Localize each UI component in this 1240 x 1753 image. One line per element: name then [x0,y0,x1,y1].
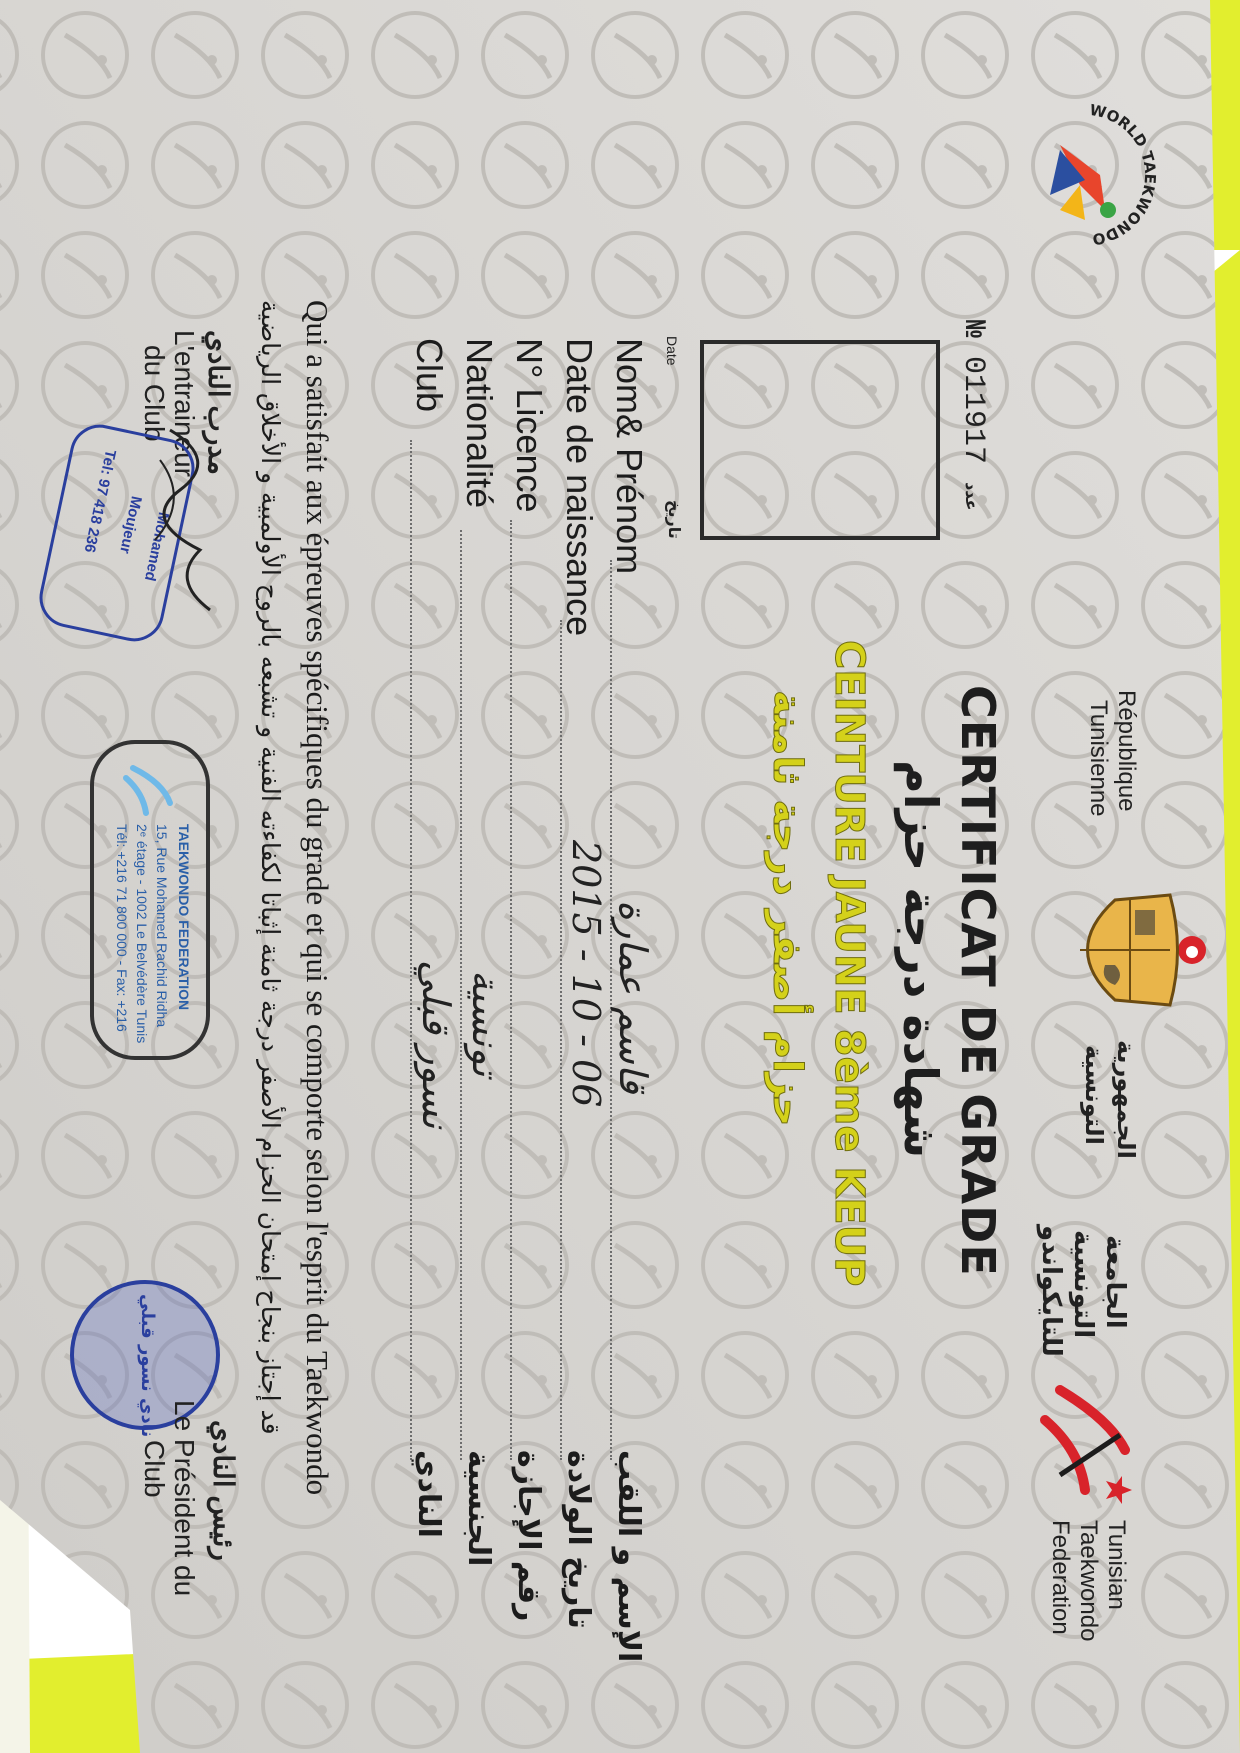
field-dots [460,530,462,1460]
federation-box-line3: 2ᵉ étage - 1002 Le Belvédère Tunis [134,824,150,1044]
federation-en-line2: Taekwondo [1075,1520,1102,1642]
federation-box-line1: TAEKWONDO FEDERATION [176,824,192,1011]
coach-label-fr-line1: L'entraineur [169,330,200,477]
coach-signature-icon [140,420,230,620]
republic-fr-line2: Tunisienne [1085,700,1112,817]
belt-title-fr: CEINTURE JAUNE 8ème KEUP [826,640,872,1287]
federation-box-line2: 15, Rue Mohamed Rachid Ridha [154,824,170,1028]
field-value: نسور قبلي [414,960,458,1129]
field-label-fr: Club [409,338,450,413]
photo-box [700,340,940,540]
world-taekwondo-logo [1010,90,1180,260]
president-label-fr-line1: Le Président du [169,1400,200,1597]
field-dots [510,520,512,1460]
statement-fr: Qui a satisfait aux épreuves spécifiques du grade et qui se comporte selon l'esprit du Taekwondo [300,300,335,1496]
title-ar: شهادة درجة حزام [894,760,948,1159]
field-value: 2015 - 10 - 06 [564,840,608,1108]
serial-label-ar: عدد [962,482,981,511]
field-label-fr: Nom& Prénom [609,338,650,575]
serial-prefix: № [956,320,990,339]
svg-text:WORLD TAEKWONDO: WORLD TAEKWONDO [1088,100,1160,249]
field-label-fr: Nationalité [459,338,500,509]
federation-ar-line2: التونسية [1068,1230,1098,1339]
republic-ar-line1: الجمهورية [1112,1040,1140,1159]
world-taekwondo-icon [1010,90,1180,260]
field-value: تونسية [464,970,508,1077]
statement-ar: قد إجتاز بنجاح إمتحان الحزام الأصفر درجة ثامنة إثباتا لكفاءته الفنية و تشبعه بالروح الأولمبية و الأخلاق الرياضية [256,300,285,1435]
republic-ar-line2: التونسية [1080,1045,1108,1145]
photo-date-label: Date [664,336,680,366]
field-dots [410,440,412,1460]
photo-date-label-ar: تاريخ [665,500,684,539]
coach-label-ar: مدرب النادي [203,330,234,476]
tunisian-taekwondo-federation-icon [1030,1380,1140,1510]
title-fr: CERTIFICAT DE GRADE [951,685,1005,1277]
field-label-ar: تاريخ الولادة [561,1450,596,1629]
president-label-ar: رئيس النادي [208,1420,239,1561]
republic-fr-line1: République [1113,690,1140,812]
field-label-ar: الإسم و اللقب [611,1450,646,1663]
field-label-ar: النادي [411,1450,446,1538]
federation-ar-line1: الجامعة [1100,1235,1130,1329]
president-label-fr-line2: Club [139,1440,170,1498]
federation-en-line1: Tunisian [1103,1520,1130,1610]
coach-stamp-line2: Moujeur [116,494,145,556]
tunisia-coat-of-arms-icon [1060,880,1210,1020]
coach-label-fr-line2: du Club [139,345,170,442]
belt-title-ar: حزام أصفر درجة ثامنة [764,690,810,1127]
field-label-ar: رقم الإجازة [511,1450,546,1622]
field-dots [560,620,562,1460]
federation-box-logo-icon [118,758,178,818]
coach-stamp-line3: Tel: 97 418 236 [80,448,119,555]
coach-stamp-line1: Mohamed [140,510,173,583]
president-stamp-text: نادي نسور قبلي [137,1294,158,1438]
field-value: قاسم عمارة [611,900,655,1094]
field-label-fr: Date de naissance [559,338,600,637]
federation-box-line4: Tél: +216 71 800 000 - Fax: +216 [114,824,130,1032]
field-label-fr: N° Licence [509,338,550,513]
federation-ar-line3: للتايكواندو [1036,1225,1066,1357]
serial-value: 011917 [956,356,990,465]
federation-en-line3: Federation [1047,1520,1074,1635]
serial-number [956,320,990,510]
federation-box [90,740,210,1060]
field-label-ar: الجنسية [461,1450,496,1567]
